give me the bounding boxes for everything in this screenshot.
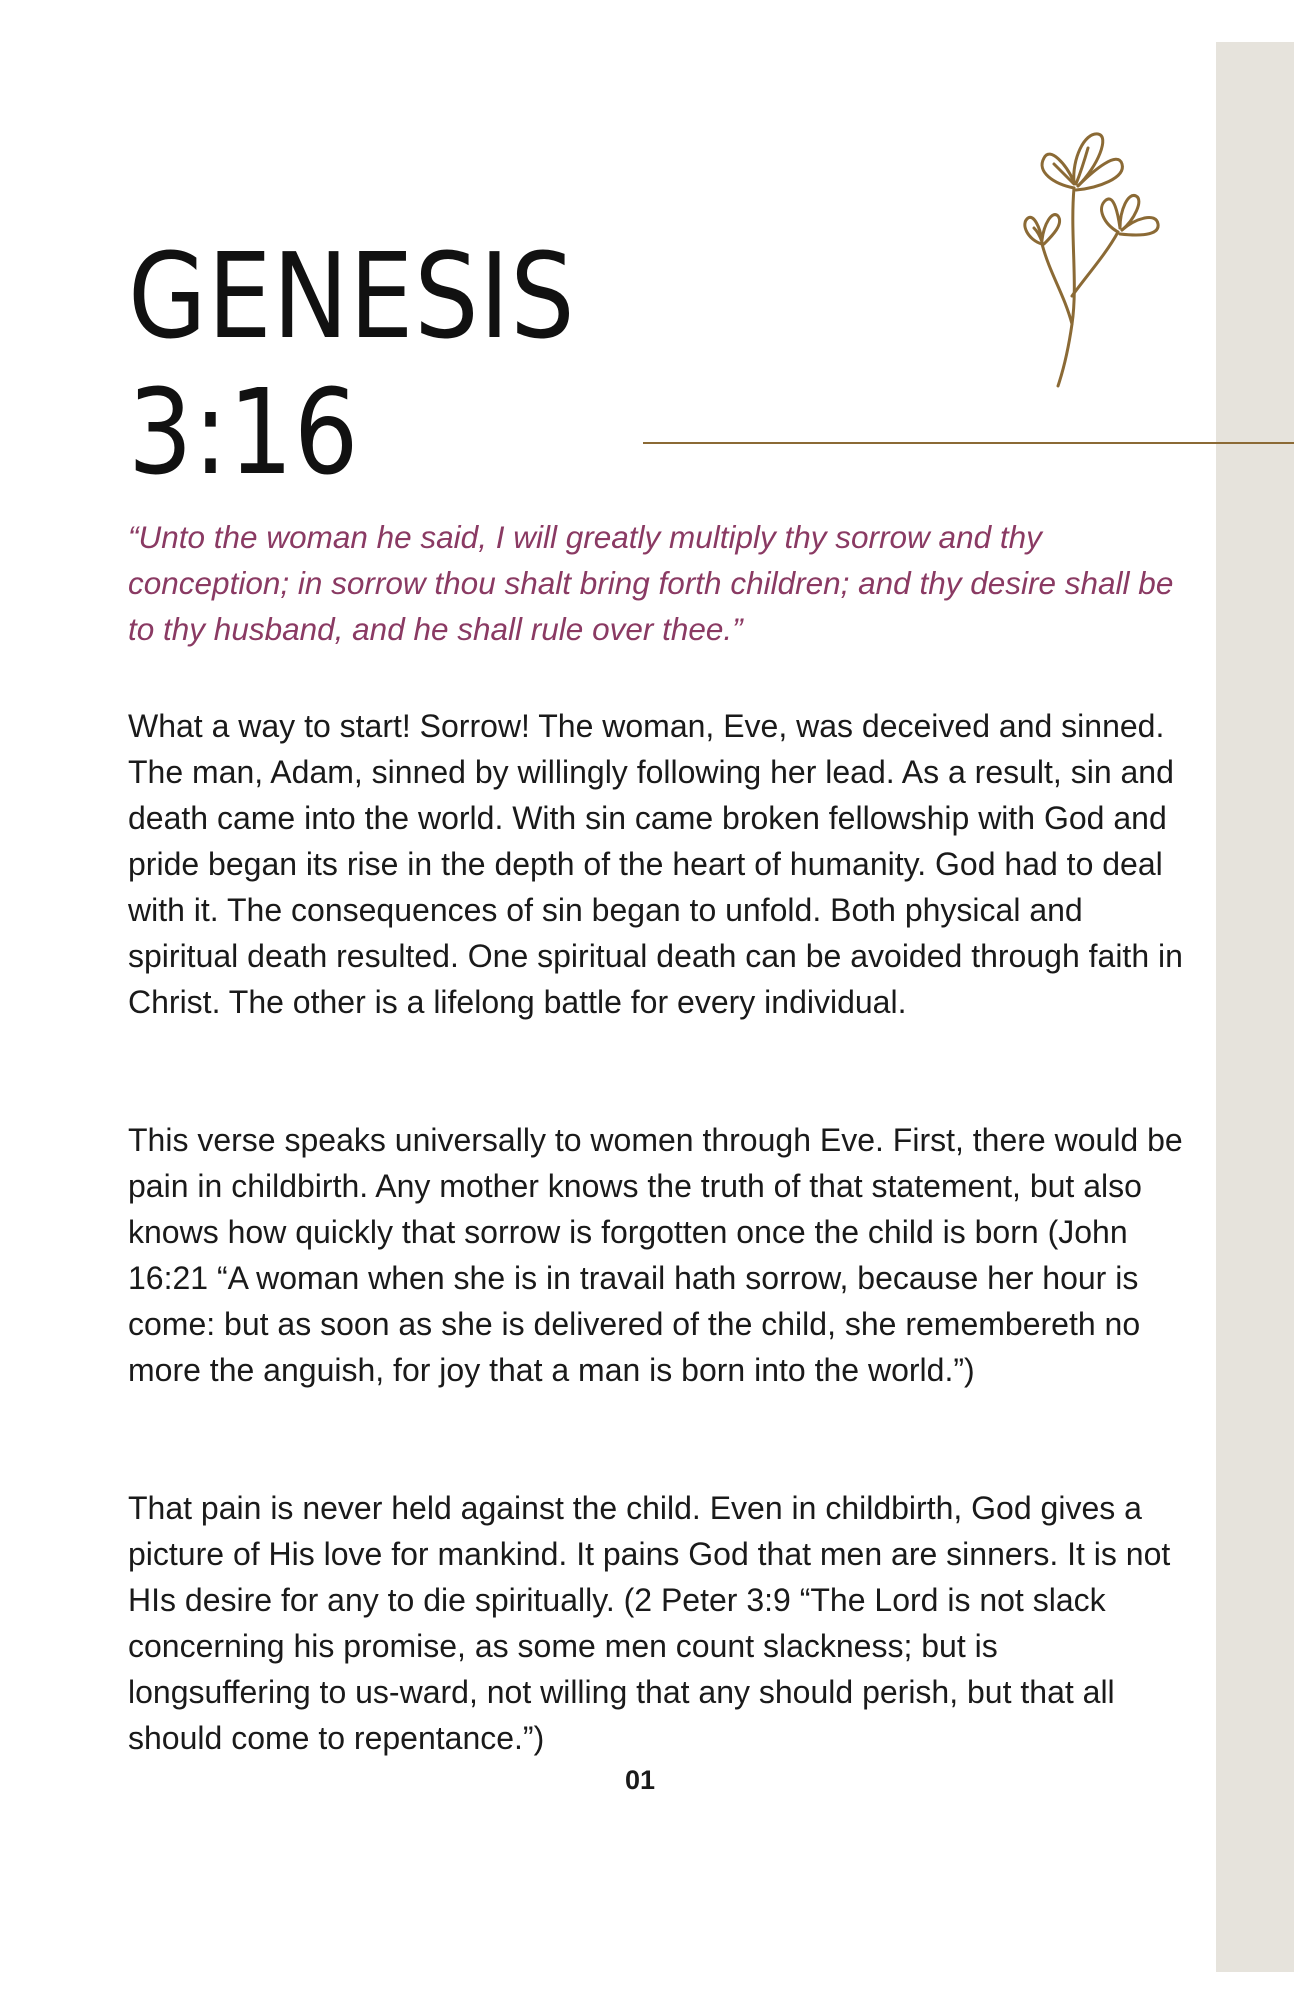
flower-line-art-icon [1014,124,1174,394]
title-reference: 3:16 [128,363,360,501]
paragraph-3: That pain is never held against the child. Even in childbirth, God gives a picture of His love for mankind. It pains God that men are sinners. It is not HIs desire for any to die spiritually. (2 Peter 3:9 “The Lord is not slack concerning his promise, as some men count slackness; but is longsuffering to us-ward, not willing that any should perish, but that all should come to repentance.”) [128,1490,1171,1756]
accent-divider-line [643,442,1294,444]
page-title [128,228,576,500]
scripture-verse: “Unto the woman he said, I will greatly multiply thy sorrow and thy conception; in sorrow thou shalt bring forth children; and thy desire shall be to thy husband, and he shall rule over thee.” [128,519,1174,647]
page-number: 01 [624,1765,656,1795]
paragraph-1: What a way to start! Sorrow! The woman, Eve, was deceived and sinned. The man, Adam, sinned by willingly following her lead. As a result, sin and death came into the world. With sin came broken fellowship with God and pride began its rise in the depth of the heart of humanity. God had to deal with it. The consequences of sin began to unfold. Both physical and spiritual death resulted. One spiritual death can be avoided through faith in Christ. The other is a lifelong battle for every individual. [128,708,1183,1020]
paragraph-2: This verse speaks universally to women through Eve. First, there would be pain in childbirth. Any mother knows the truth of that statement, but also knows how quickly that sorrow is forgotten once the child is born (John 16:21 “A woman when she is in travail hath sorrow, because her hour is come: but as soon as she is delivered of the child, she remembereth no more the anguish, for joy that a man is born into the world.”) [128,1122,1183,1388]
title-book: GENESIS [128,227,576,365]
side-panel [1216,42,1294,1972]
